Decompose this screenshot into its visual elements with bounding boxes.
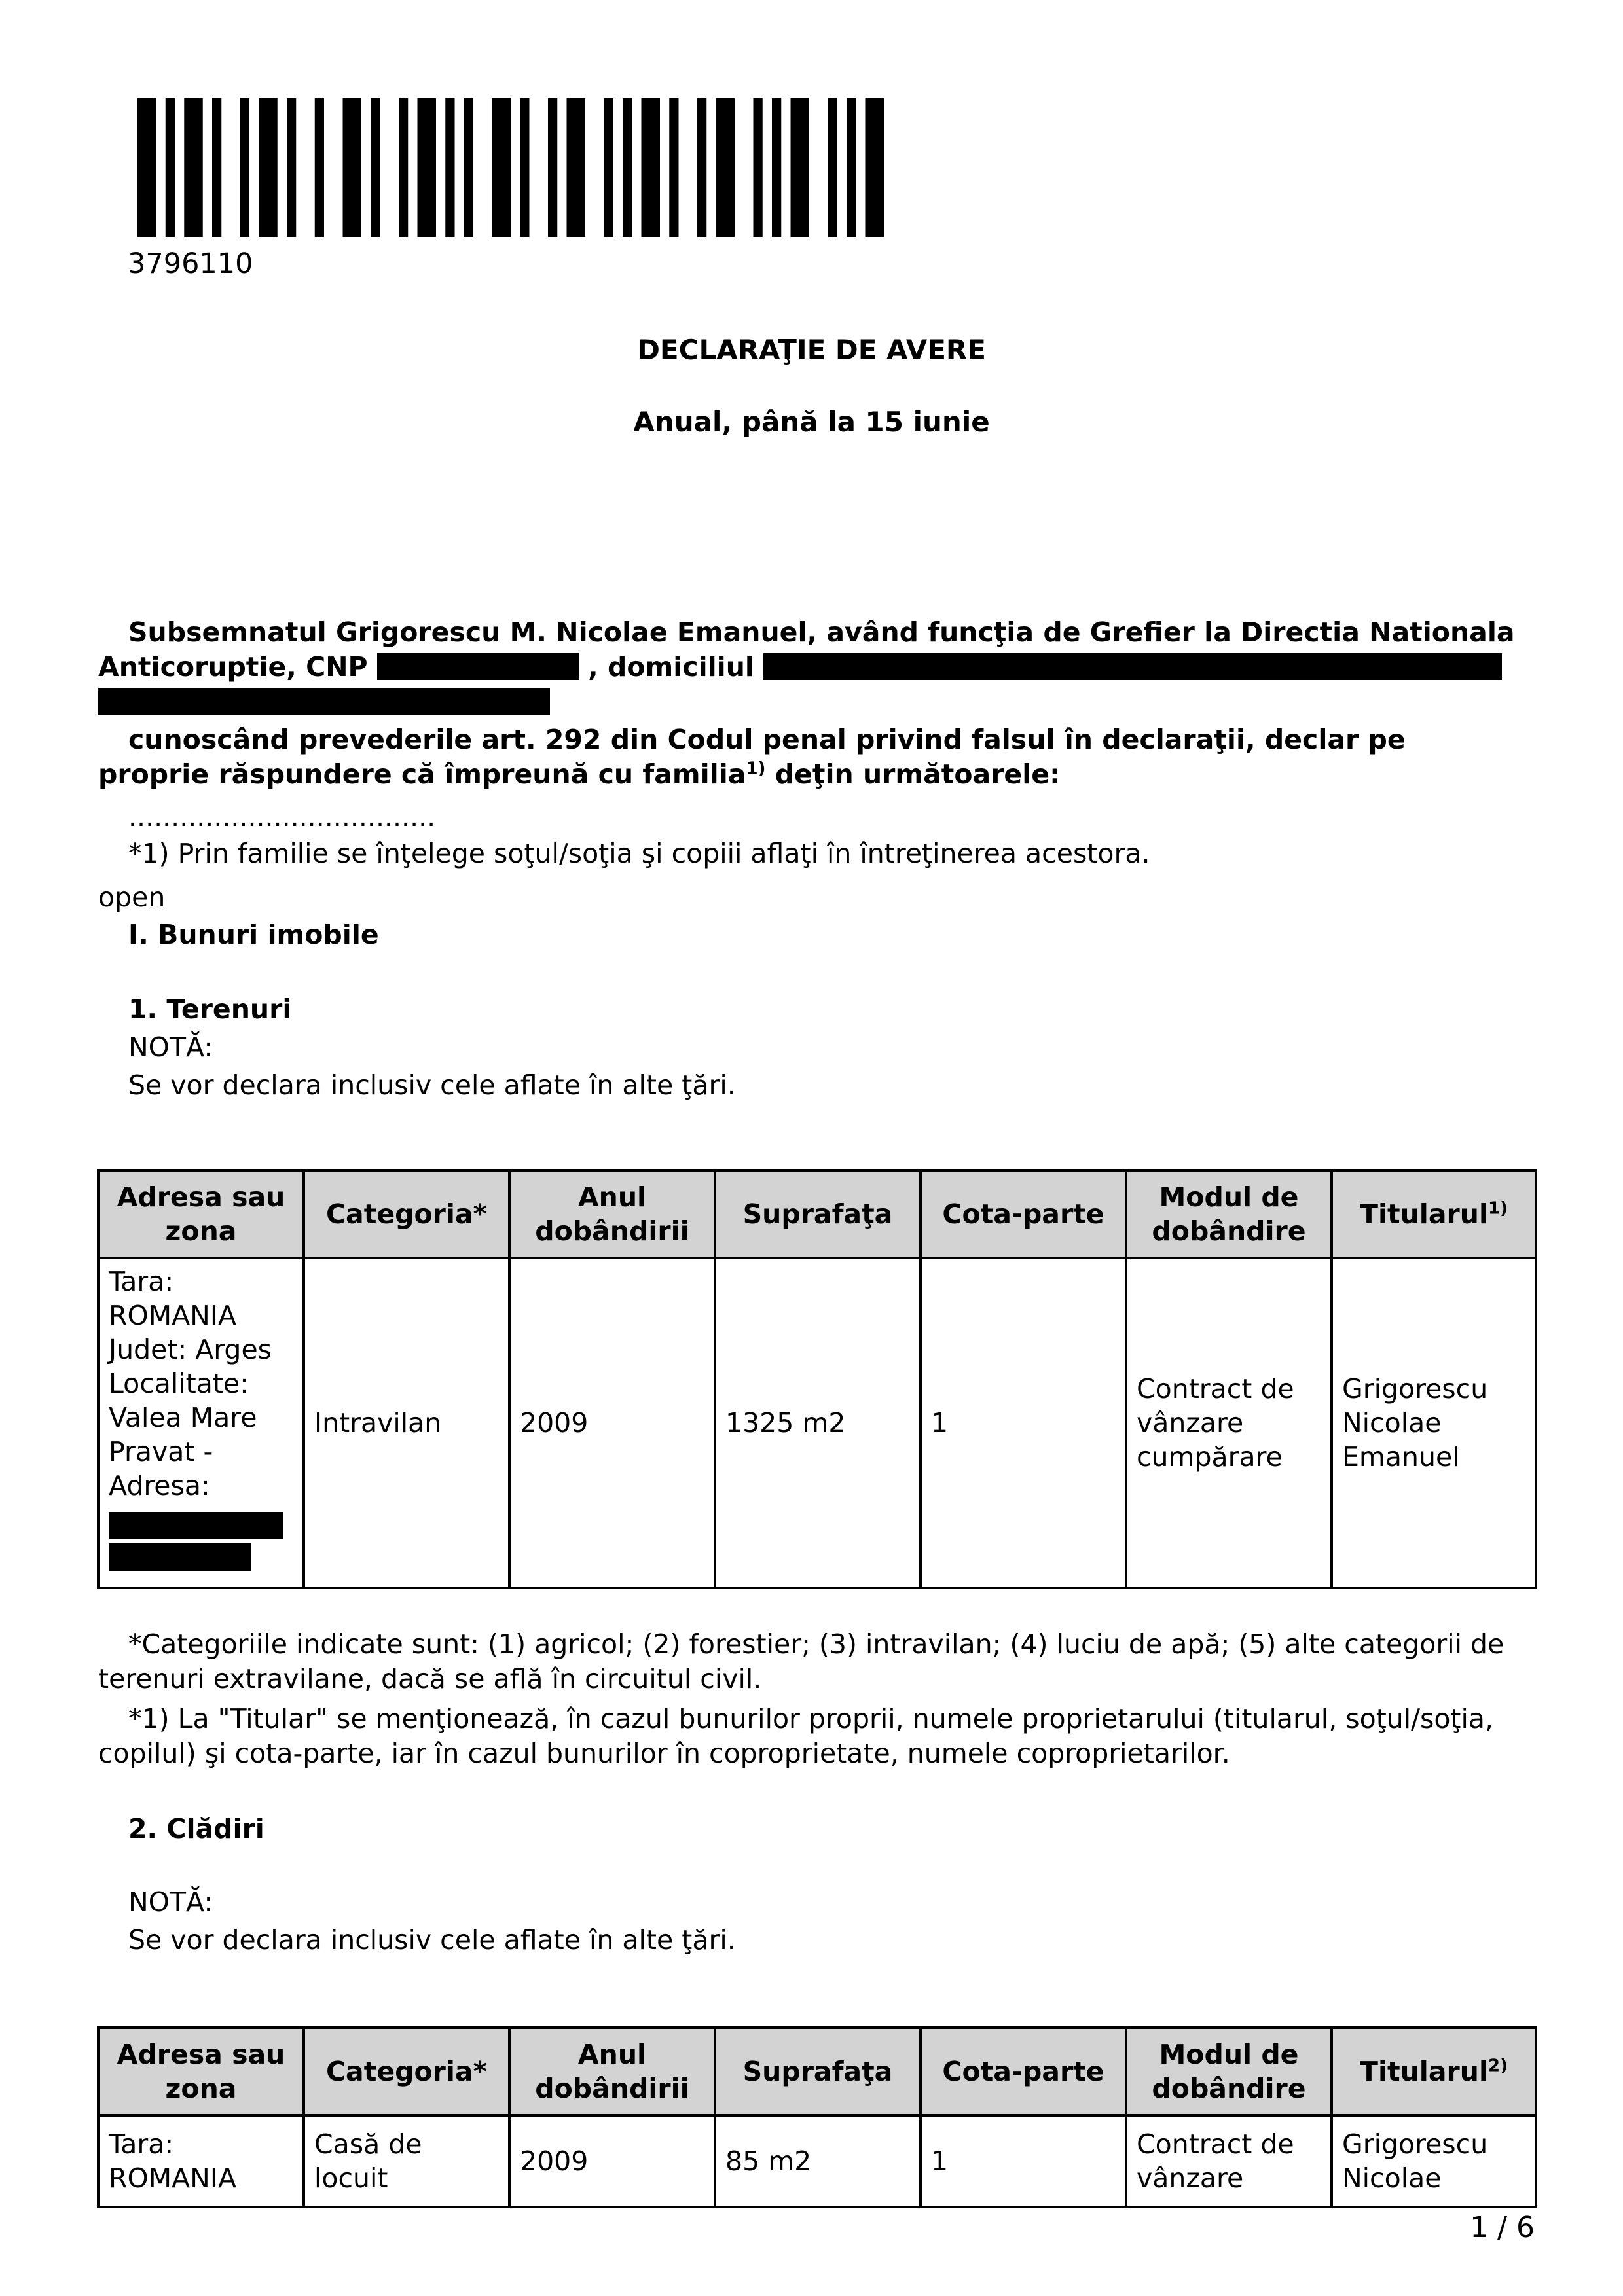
titular-footnote-ref: 2) bbox=[1488, 2056, 1508, 2076]
barcode-bar-20 bbox=[642, 98, 661, 237]
barcode-bar-14 bbox=[492, 98, 511, 237]
col-header-suprafata: Suprafaţa bbox=[715, 2028, 921, 2115]
cell-anul: 2009 bbox=[509, 1258, 715, 1588]
barcode-bar-24 bbox=[754, 98, 763, 237]
declaration-text-end: deţin următoarele: bbox=[765, 759, 1061, 790]
declaration-text: cunoscând prevederile art. 292 din Codul penal privind falsul în declaraţii, declar pe proprie răspundere că împreună cu familia bbox=[98, 724, 1406, 790]
barcode bbox=[137, 98, 884, 237]
page-number: 1 / 6 bbox=[1470, 2211, 1535, 2244]
titular-note: *1) La "Titular" se menţionează, în cazul bunurilor proprii, numele proprietarului (titularul, soţul/soţia, copilul) şi cota-parte, iar în cazul bunurilor în coproprietate, numele coproprietarilor. bbox=[98, 1703, 1494, 1769]
barcode-bar-19 bbox=[623, 98, 632, 237]
barcode-bar-28 bbox=[847, 98, 856, 237]
cell-suprafata: 1325 m2 bbox=[715, 1258, 921, 1588]
col-header-suprafata: Suprafaţa bbox=[715, 1170, 921, 1258]
domiciliu-label: , domiciliul bbox=[588, 651, 754, 683]
intro-text: Subsemnatul Grigorescu M. Nicolae Emanuel, având funcţia de Grefier la Directia Nationala Anticoruptie, CNP bbox=[98, 617, 1515, 683]
cell-adresa bbox=[98, 1258, 304, 1588]
terenuri-note-text: Se vor declara inclusiv cele aflate în alte ţări. bbox=[128, 1069, 736, 1101]
terenuri-note-label: NOTĂ: bbox=[128, 1031, 213, 1063]
cladiri-note-text: Se vor declara inclusiv cele aflate în alte ţări. bbox=[128, 1924, 736, 1956]
barcode-bar-7 bbox=[315, 98, 324, 237]
open-label: open bbox=[98, 882, 166, 913]
barcode-bar-3 bbox=[212, 98, 221, 237]
cell-adresa: Tara: ROMANIA bbox=[98, 2115, 304, 2207]
col-header-titular: Titularul$^{1)}$ bbox=[1332, 1170, 1536, 1258]
barcode-bar-25 bbox=[772, 98, 781, 237]
barcode-bar-12 bbox=[445, 98, 454, 237]
barcode-bar-6 bbox=[287, 98, 296, 237]
family-footnote: *1) Prin familie se înţelege soţul/soţia şi copiii aflaţi în întreţinerea acestora. bbox=[128, 838, 1150, 869]
table-header-row bbox=[98, 1170, 1536, 1258]
document-subtitle: Anual, până la 15 iunie bbox=[633, 406, 990, 438]
cell-titular: Grigorescu Nicolae Emanuel bbox=[1332, 1258, 1536, 1588]
terenuri-table bbox=[97, 1169, 1537, 1589]
barcode-bar-10 bbox=[399, 98, 408, 237]
col-header-modul: Modul de dobândire bbox=[1126, 2028, 1332, 2115]
barcode-bar-26 bbox=[791, 98, 810, 237]
cell-modul: Contract de vânzare cumpărare bbox=[1126, 1258, 1332, 1588]
barcode-bar-2 bbox=[184, 98, 203, 237]
barcode-bar-23 bbox=[716, 98, 735, 237]
address-redaction bbox=[763, 653, 1502, 680]
dotted-line: .................................... bbox=[128, 801, 436, 833]
barcode-bar-18 bbox=[604, 98, 613, 237]
document-title: DECLARAŢIE DE AVERE bbox=[637, 334, 986, 366]
col-header-categoria: Categoria* bbox=[304, 1170, 509, 1258]
col-header-adresa: Adresa sau zona bbox=[98, 1170, 304, 1258]
barcode-bar-8 bbox=[343, 98, 362, 237]
barcode-bar-15 bbox=[520, 98, 529, 237]
cell-anul: 2009 bbox=[509, 2115, 715, 2207]
intro-paragraph bbox=[98, 615, 1525, 719]
cell-modul: Contract de vânzare bbox=[1126, 2115, 1332, 2207]
barcode-bar-4 bbox=[240, 98, 249, 237]
barcode-bar-22 bbox=[697, 98, 706, 237]
col-header-adresa: Adresa sau zona bbox=[98, 2028, 304, 2115]
col-header-categoria: Categoria* bbox=[304, 2028, 509, 2115]
subsection-terenuri-title: 1. Terenuri bbox=[128, 994, 292, 1025]
categorii-note: *Categoriile indicate sunt: (1) agricol; (2) forestier; (3) intravilan; (4) luciu de apă; (5) alte categorii de terenuri extravilane, dacă se află în circuitul civil. bbox=[98, 1628, 1504, 1695]
table-header-row bbox=[98, 2028, 1536, 2115]
adresa-redaction bbox=[109, 1512, 283, 1539]
address-redaction-2 bbox=[98, 688, 550, 715]
adresa-text: Tara: ROMANIA Judet: Arges Localitate: Valea Mare Pravat - Adresa: bbox=[109, 1266, 272, 1501]
barcode-number: 3796110 bbox=[128, 247, 253, 280]
col-header-anul: Anul dobândirii bbox=[509, 2028, 715, 2115]
cell-categoria: Casă de locuit bbox=[304, 2115, 509, 2207]
cell-titular: Grigorescu Nicolae bbox=[1332, 2115, 1536, 2207]
barcode-bar-1 bbox=[166, 98, 175, 237]
barcode-bar-0 bbox=[137, 98, 156, 237]
cladiri-table bbox=[97, 2026, 1537, 2208]
barcode-bar-9 bbox=[371, 98, 380, 237]
barcode-bar-11 bbox=[418, 98, 437, 237]
barcode-bar-29 bbox=[866, 98, 884, 237]
cladiri-note-label: NOTĂ: bbox=[128, 1886, 213, 1918]
titular-footnote-ref: 1) bbox=[1488, 1198, 1508, 1219]
col-header-anul: Anul dobândirii bbox=[509, 1170, 715, 1258]
barcode-bar-16 bbox=[548, 98, 557, 237]
barcode-bar-5 bbox=[259, 98, 278, 237]
cnp-redaction bbox=[377, 653, 579, 680]
section-title: I. Bunuri imobile bbox=[128, 919, 379, 950]
cell-cota: 1 bbox=[921, 1258, 1126, 1588]
col-header-cota: Cota-parte bbox=[921, 2028, 1126, 2115]
col-header-titular: Titularul$^{2)}$ bbox=[1332, 2028, 1536, 2115]
cell-categoria: Intravilan bbox=[304, 1258, 509, 1588]
table-row bbox=[98, 1258, 1536, 1588]
barcode-bar-17 bbox=[567, 98, 586, 237]
col-header-modul: Modul de dobândire bbox=[1126, 1170, 1332, 1258]
subsection-cladiri-title: 2. Clădiri bbox=[128, 1813, 264, 1844]
barcode-bar-21 bbox=[669, 98, 678, 237]
barcode-bar-13 bbox=[464, 98, 473, 237]
declaration-paragraph bbox=[98, 723, 1525, 792]
table-row bbox=[98, 2115, 1536, 2207]
col-header-cota: Cota-parte bbox=[921, 1170, 1126, 1258]
cell-cota: 1 bbox=[921, 2115, 1126, 2207]
adresa-redaction-2 bbox=[109, 1543, 251, 1571]
barcode-bar-27 bbox=[828, 98, 837, 237]
cell-suprafata: 85 m2 bbox=[715, 2115, 921, 2207]
declaration-footnote-ref: 1) bbox=[746, 759, 766, 779]
